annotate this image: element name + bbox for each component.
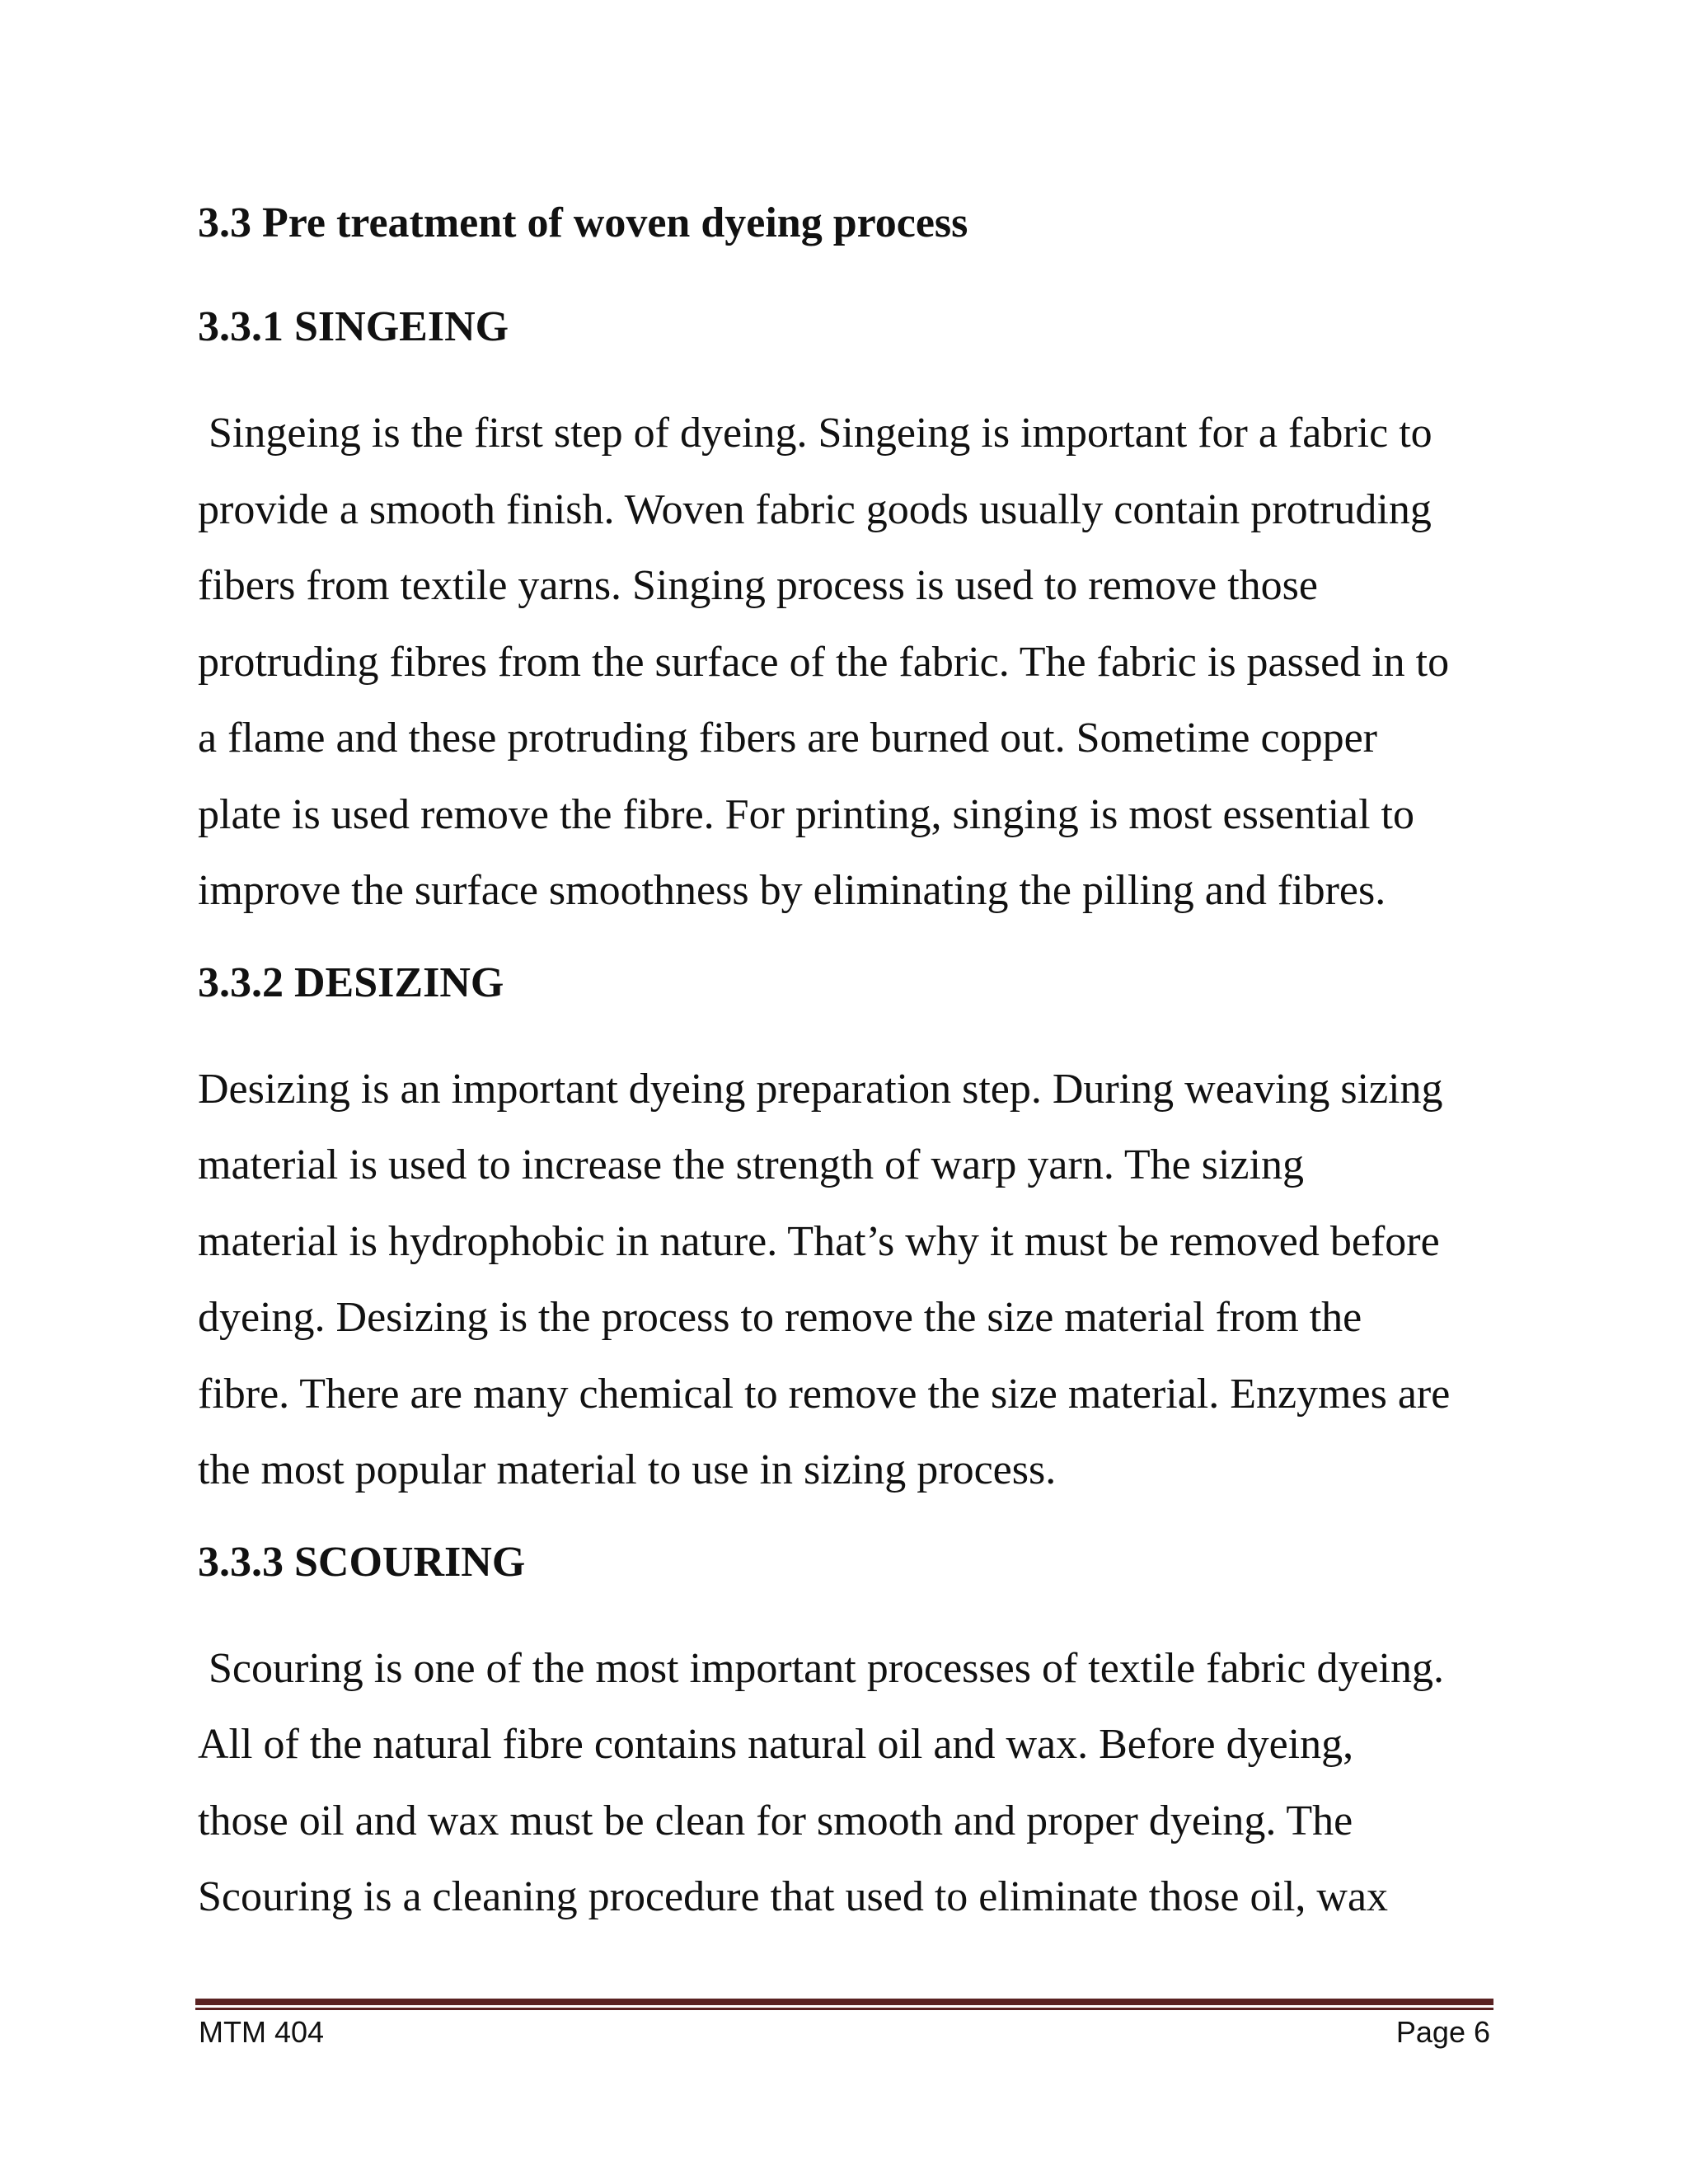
text-line: fibers from textile yarns. Singing process is used to remove those [198, 562, 1318, 609]
footer-divider-thin [195, 2008, 1493, 2010]
text-line: Desizing is an important dyeing preparation step. During weaving sizing [198, 1065, 1443, 1113]
text-line: Scouring is one of the most important processes of textile fabric dyeing. [209, 1644, 1444, 1692]
text-line: protruding fibres from the surface of the fabric. The fabric is passed in to [198, 638, 1450, 686]
section-heading-main: 3.3 Pre treatment of woven dyeing process [198, 199, 968, 246]
footer-divider [195, 1999, 1493, 2010]
footer-page-number: Page 6 [1395, 2015, 1490, 2049]
footer-divider-thick [195, 1999, 1493, 2005]
footer-course-code: MTM 404 [199, 2015, 325, 2049]
text-line: dyeing. Desizing is the process to remove the size material from the [198, 1294, 1362, 1341]
heading-desizing: 3.3.2 DESIZING [198, 958, 504, 1006]
heading-singeing: 3.3.1 SINGEING [198, 303, 509, 350]
page-content [198, 194, 1500, 1961]
text-line: a flame and these protruding fibers are burned out. Sometime copper [198, 715, 1377, 762]
text-line: plate is used remove the fibre. For printing, singing is most essential to [198, 790, 1415, 838]
text-line: fibre. There are many chemical to remove the size material. Enzymes are [198, 1370, 1451, 1418]
text-line: the most popular material to use in sizing process. [198, 1446, 1057, 1493]
text-line: Scouring is a cleaning procedure that used to eliminate those oil, wax [198, 1873, 1389, 1920]
paragraph-desizing [198, 1052, 1500, 1509]
text-line: material is hydrophobic in nature. That’s why it must be removed before [198, 1217, 1440, 1265]
text-line: provide a smooth finish. Woven fabric goods usually contain protruding [198, 485, 1432, 533]
text-line: Singeing is the first step of dyeing. Singeing is important for a fabric to [209, 410, 1432, 457]
paragraph-scouring [198, 1631, 1500, 1936]
heading-scouring: 3.3.3 SCOURING [198, 1538, 526, 1586]
text-line: All of the natural fibre contains natural oil and wax. Before dyeing, [198, 1721, 1354, 1768]
paragraph-singeing [198, 396, 1500, 930]
text-line: improve the surface smoothness by eliminating the pilling and fibres. [198, 867, 1386, 914]
text-line: those oil and wax must be clean for smooth and proper dyeing. The [198, 1797, 1353, 1844]
text-line: material is used to increase the strength of warp yarn. The sizing [198, 1141, 1304, 1188]
